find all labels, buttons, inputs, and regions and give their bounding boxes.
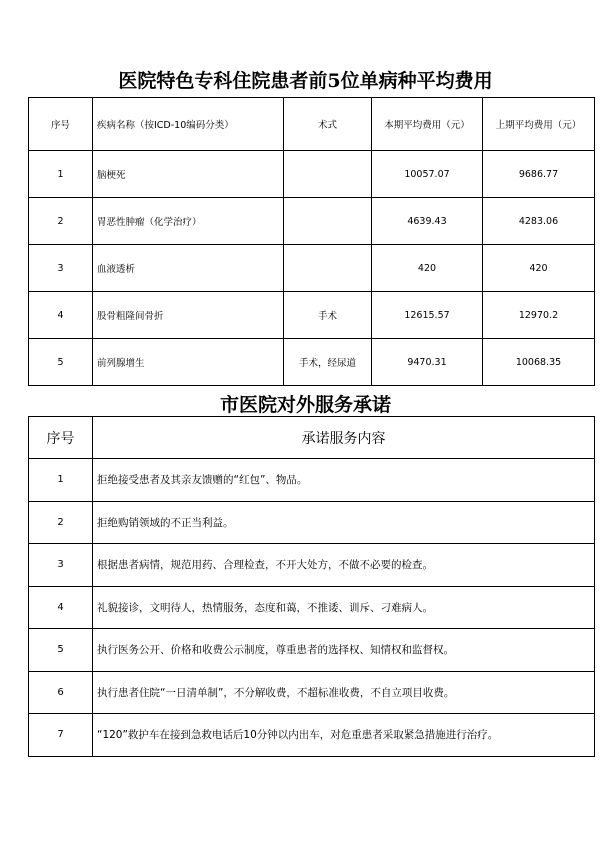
header-current-fee: 本期平均费用（元） <box>372 98 483 151</box>
row-pledge-content: 拒绝购销领域的不正当利益。 <box>93 501 595 544</box>
fee-table-header-row <box>29 98 595 151</box>
row-disease: 血液透析 <box>93 245 284 292</box>
table-row <box>29 198 595 245</box>
table-row <box>29 292 595 339</box>
header-no: 序号 <box>29 417 93 459</box>
row-disease: 前列腺增生 <box>93 339 284 386</box>
row-no: 1 <box>29 151 93 198</box>
table-row <box>29 671 595 714</box>
header-surgery: 术式 <box>284 98 372 151</box>
row-previous-fee: 12970.2 <box>483 292 595 339</box>
table-row <box>29 629 595 672</box>
row-no: 5 <box>29 339 93 386</box>
row-no: 5 <box>29 629 93 672</box>
header-disease: 疾病名称（按ICD-10编码分类） <box>93 98 284 151</box>
row-no: 7 <box>29 714 93 757</box>
row-surgery: 手术，经尿道 <box>284 339 372 386</box>
row-no: 3 <box>29 245 93 292</box>
header-no: 序号 <box>29 98 93 151</box>
table-row <box>29 459 595 502</box>
row-pledge-content: 根据患者病情，规范用药、合理检查，不开大处方，不做不必要的检查。 <box>93 544 595 587</box>
fee-table <box>28 97 595 386</box>
row-no: 1 <box>29 459 93 502</box>
row-pledge-content: “120”救护车在接到急救电话后10分钟以内出车，对危重患者采取紧急措施进行治疗。 <box>93 714 595 757</box>
row-no: 6 <box>29 671 93 714</box>
table-row <box>29 151 595 198</box>
service-pledge-title: 市医院对外服务承诺 <box>219 394 391 416</box>
pledge-table-header-row <box>29 417 595 459</box>
row-current-fee: 10057.07 <box>372 151 483 198</box>
row-surgery <box>284 151 372 198</box>
row-no: 3 <box>29 544 93 587</box>
row-disease: 脑梗死 <box>93 151 284 198</box>
row-disease: 股骨粗隆间骨折 <box>93 292 284 339</box>
row-pledge-content: 拒绝接受患者及其亲友馈赠的“红包”、物品。 <box>93 459 595 502</box>
row-surgery: 手术 <box>284 292 372 339</box>
row-surgery <box>284 198 372 245</box>
service-pledge-table <box>28 416 595 757</box>
table-row <box>29 544 595 587</box>
row-pledge-content: 执行患者住院“一日清单制”，不分解收费，不超标准收费，不自立项目收费。 <box>93 671 595 714</box>
row-no: 4 <box>29 292 93 339</box>
row-pledge-content: 礼貌接诊，文明待人，热情服务，态度和蔼，不推诿、训斥、刁难病人。 <box>93 586 595 629</box>
fee-table-title: 医院特色专科住院患者前5位单病种平均费用 <box>118 70 493 92</box>
row-surgery <box>284 245 372 292</box>
row-no: 2 <box>29 501 93 544</box>
row-disease: 胃恶性肿瘤（化学治疗） <box>93 198 284 245</box>
row-previous-fee: 4283.06 <box>483 198 595 245</box>
row-current-fee: 12615.57 <box>372 292 483 339</box>
row-no: 4 <box>29 586 93 629</box>
row-current-fee: 420 <box>372 245 483 292</box>
row-current-fee: 4639.43 <box>372 198 483 245</box>
table-row <box>29 339 595 386</box>
header-previous-fee: 上期平均费用（元） <box>483 98 595 151</box>
table-row <box>29 586 595 629</box>
table-row <box>29 714 595 757</box>
header-pledge-content: 承诺服务内容 <box>93 417 595 459</box>
table-row <box>29 501 595 544</box>
row-previous-fee: 10068.35 <box>483 339 595 386</box>
row-current-fee: 9470.31 <box>372 339 483 386</box>
table-row <box>29 245 595 292</box>
row-no: 2 <box>29 198 93 245</box>
row-previous-fee: 420 <box>483 245 595 292</box>
row-previous-fee: 9686.77 <box>483 151 595 198</box>
row-pledge-content: 执行医务公开、价格和收费公示制度，尊重患者的选择权、知情权和监督权。 <box>93 629 595 672</box>
